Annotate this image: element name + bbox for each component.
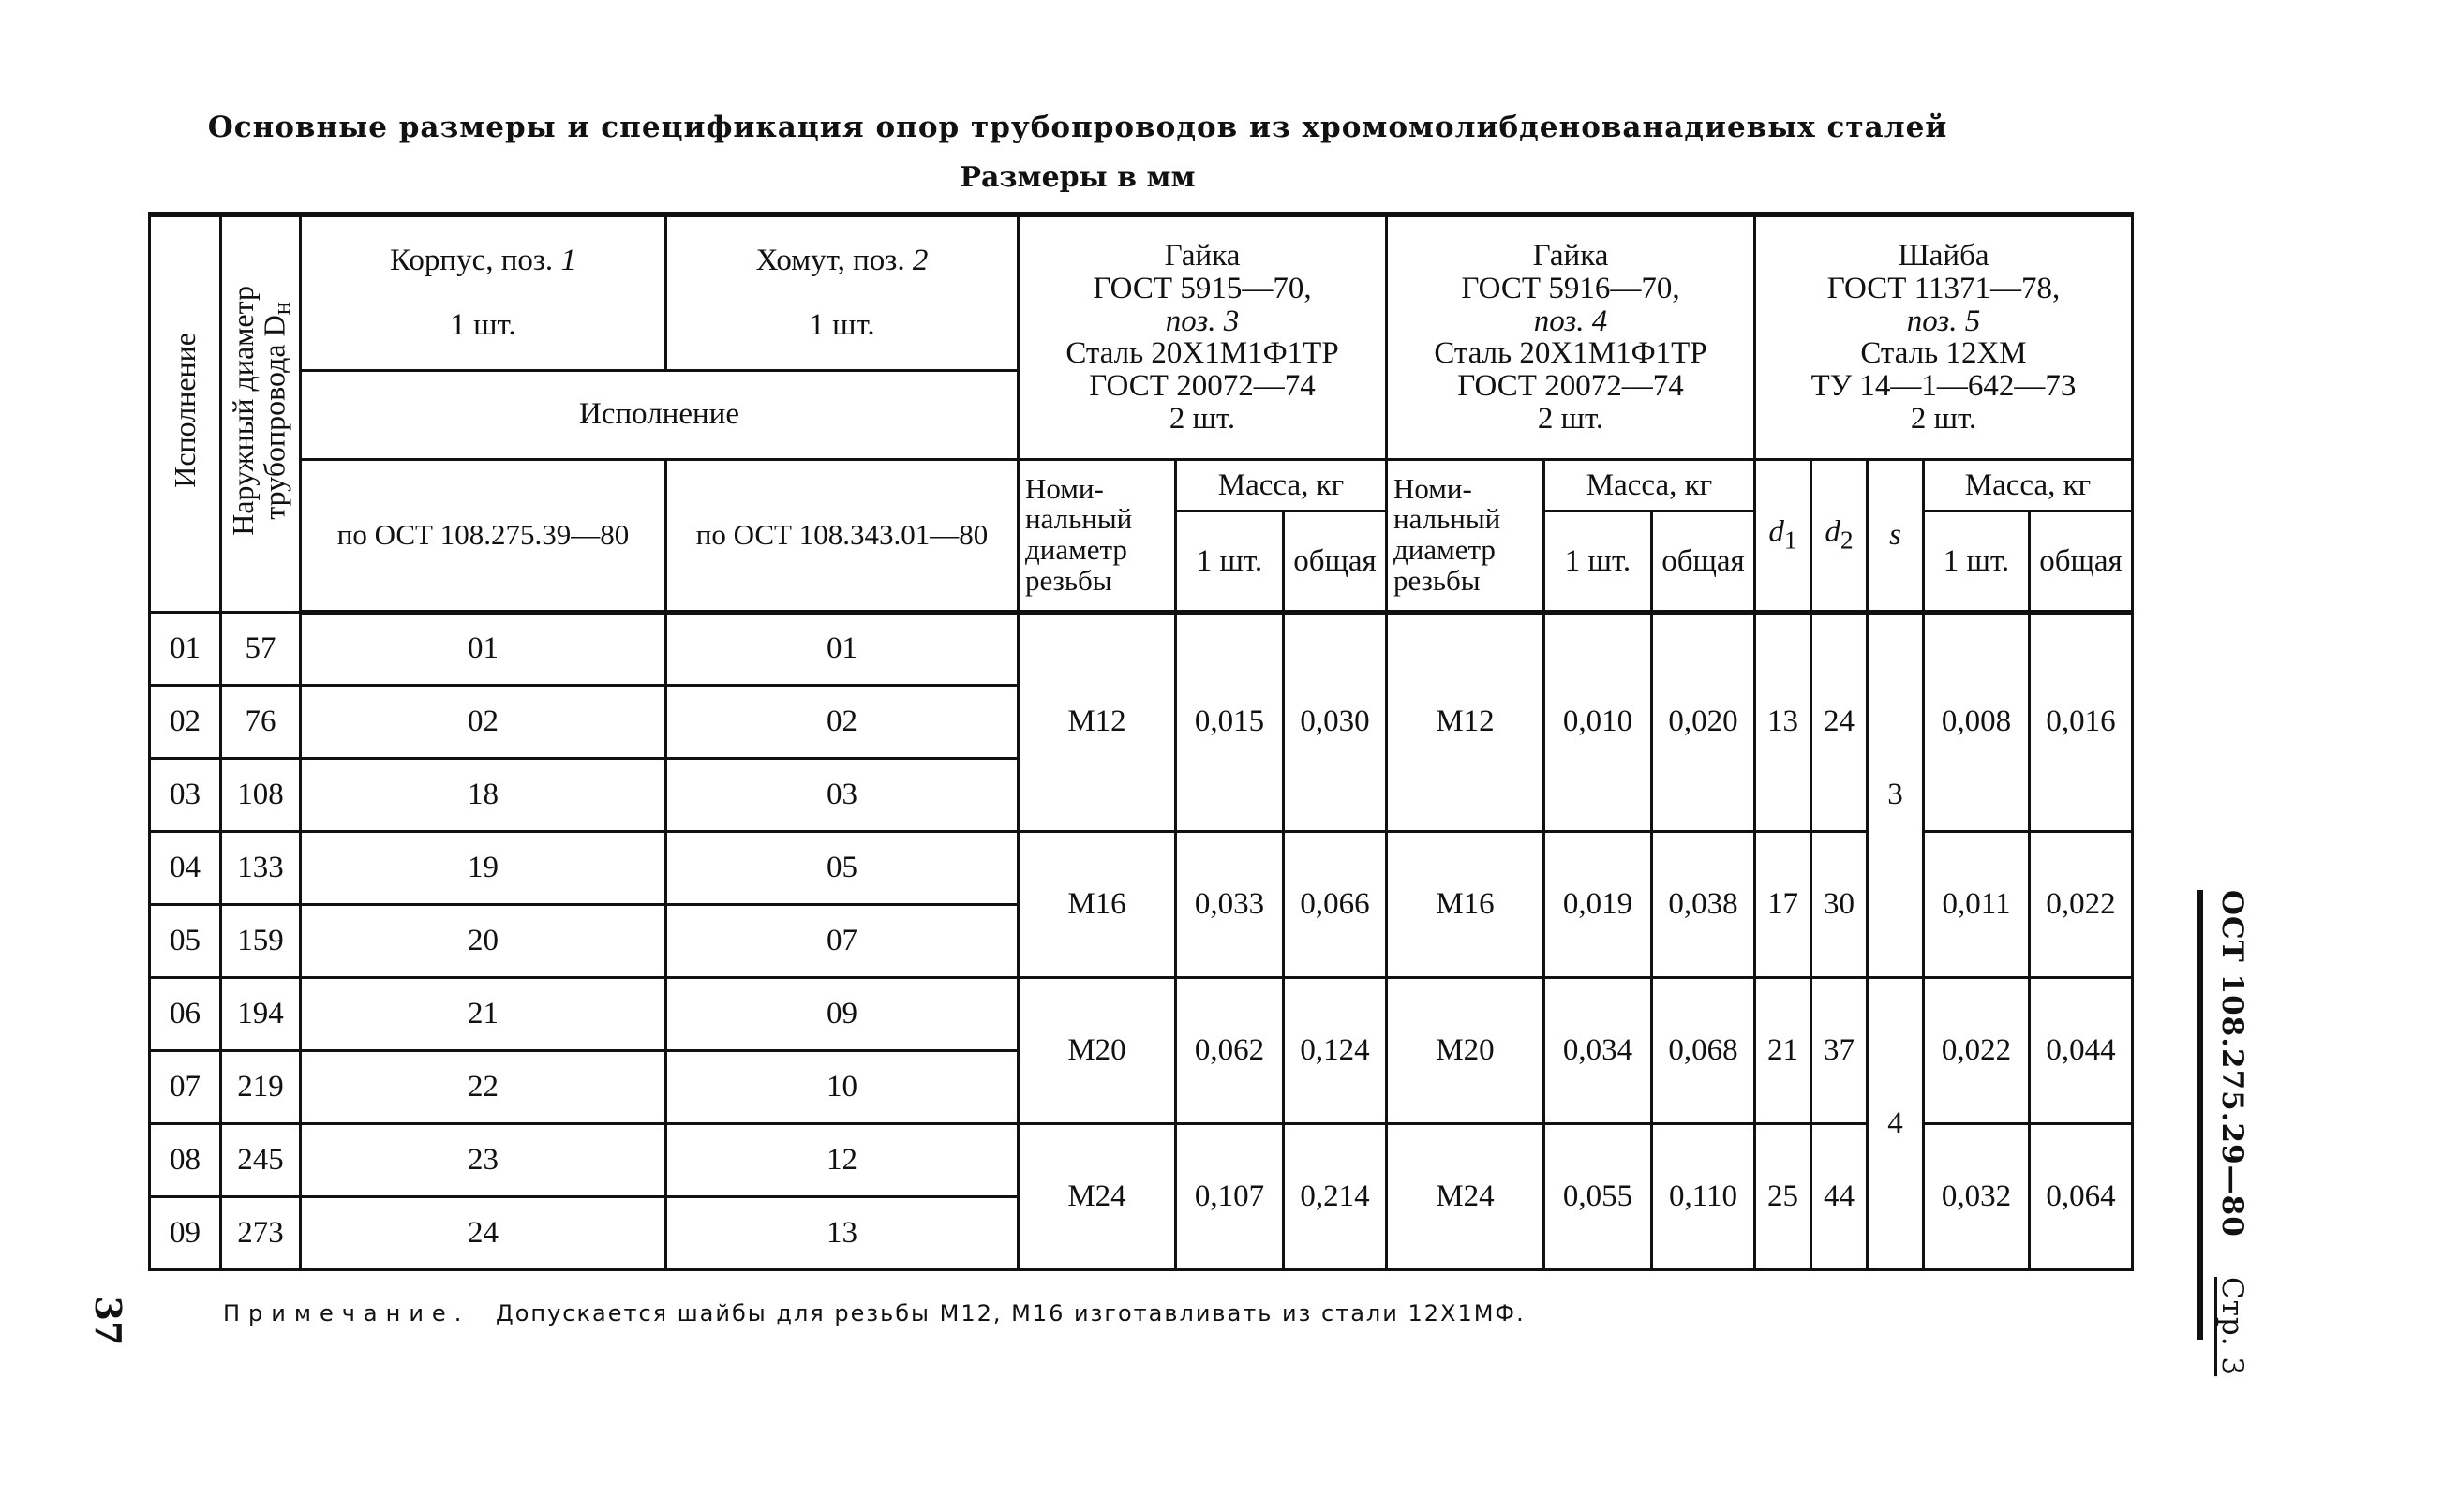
- s-value: 4: [1868, 977, 1924, 1269]
- table-row: 08 245 23 12 М24 0,107 0,214 М24 0,055 0,110 25 44 0,032 0,064: [150, 1123, 2133, 1196]
- table-row: 07 219 22 10: [150, 1050, 2133, 1123]
- header-d2: $d_2$: [1811, 459, 1868, 612]
- header-execution: Исполнение: [150, 215, 221, 612]
- footnote: [223, 1300, 1910, 1327]
- table-row: 06 194 21 09 М20 0,062 0,124 М20 0,034 0,068 21 37 4 0,022 0,044: [150, 977, 2133, 1050]
- table-row: 01 57 01 01 М12 0,015 0,030 М12 0,010 0,020 13 24 3 0,008 0,016: [150, 612, 2133, 685]
- table-row: 05 159 20 07: [150, 904, 2133, 977]
- header-nut2-mass: Масса, кг 1 шт. общая: [1544, 459, 1755, 612]
- page-number: 37: [87, 1296, 129, 1346]
- header-washer: Шайба ГОСТ 11371—78, поз. 5 Сталь 12ХМ ТУ 14—1—642—73 2 шт.: [1755, 215, 2133, 459]
- side-document-label: [2204, 890, 2260, 1376]
- table-row: 09 273 24 13: [150, 1196, 2133, 1269]
- header-outer-diameter: Наружный диаметр трубопровода $D_н$: [221, 215, 301, 612]
- specification-table: [148, 212, 2134, 1271]
- table-row: 04 133 19 05 М16 0,033 0,066 М16 0,019 0,038 17 30 0,011 0,022: [150, 831, 2133, 904]
- header-nut-5915: Гайка ГОСТ 5915—70, поз. 3 Сталь 20Х1М1Ф1ТР ГОСТ 20072—74 2 шт.: [1019, 215, 1387, 459]
- header-execution-span: Исполнение: [301, 370, 1019, 459]
- side-standard-code: ОСТ 108.275.29—80: [2215, 890, 2249, 1238]
- s-value: 3: [1868, 612, 1924, 977]
- footnote-label: Примечание.: [223, 1300, 470, 1327]
- footnote-text: Допускается шайбы для резьбы М12, М16 изготавливать из стали 12Х1МФ.: [495, 1300, 1526, 1327]
- header-clamp: Хомут, поз. 2 1 шт.: [666, 215, 1019, 370]
- header-nut1-mass: Масса, кг 1 шт. общая: [1176, 459, 1387, 612]
- header-ost-clamp: по ОСТ 108.343.01—80: [666, 459, 1019, 612]
- header-nut-5916: Гайка ГОСТ 5916—70, поз. 4 Сталь 20Х1М1Ф1ТР ГОСТ 20072—74 2 шт.: [1387, 215, 1755, 459]
- side-page-label: Стр. 3: [2215, 1276, 2249, 1376]
- header-d1: $d_1$: [1755, 459, 1811, 612]
- header-nut1-thread: Номи- нальный диаметр резьбы: [1019, 459, 1176, 612]
- units-subtitle: Размеры в мм: [960, 161, 1196, 194]
- header-body: Корпус, поз. 1 1 шт.: [301, 215, 666, 370]
- header-s: s: [1868, 459, 1924, 612]
- table-title: Основные размеры и спецификация опор трубопроводов из хромомолибденованадиевых сталей: [207, 111, 1948, 144]
- header-washer-mass: Масса, кг 1 шт. общая: [1924, 459, 2133, 612]
- table-row: 03 108 18 03: [150, 758, 2133, 831]
- table-row: 02 76 02 02: [150, 685, 2133, 758]
- header-ost-body: по ОСТ 108.275.39—80: [301, 459, 666, 612]
- header-nut2-thread: Номи- нальный диаметр резьбы: [1387, 459, 1544, 612]
